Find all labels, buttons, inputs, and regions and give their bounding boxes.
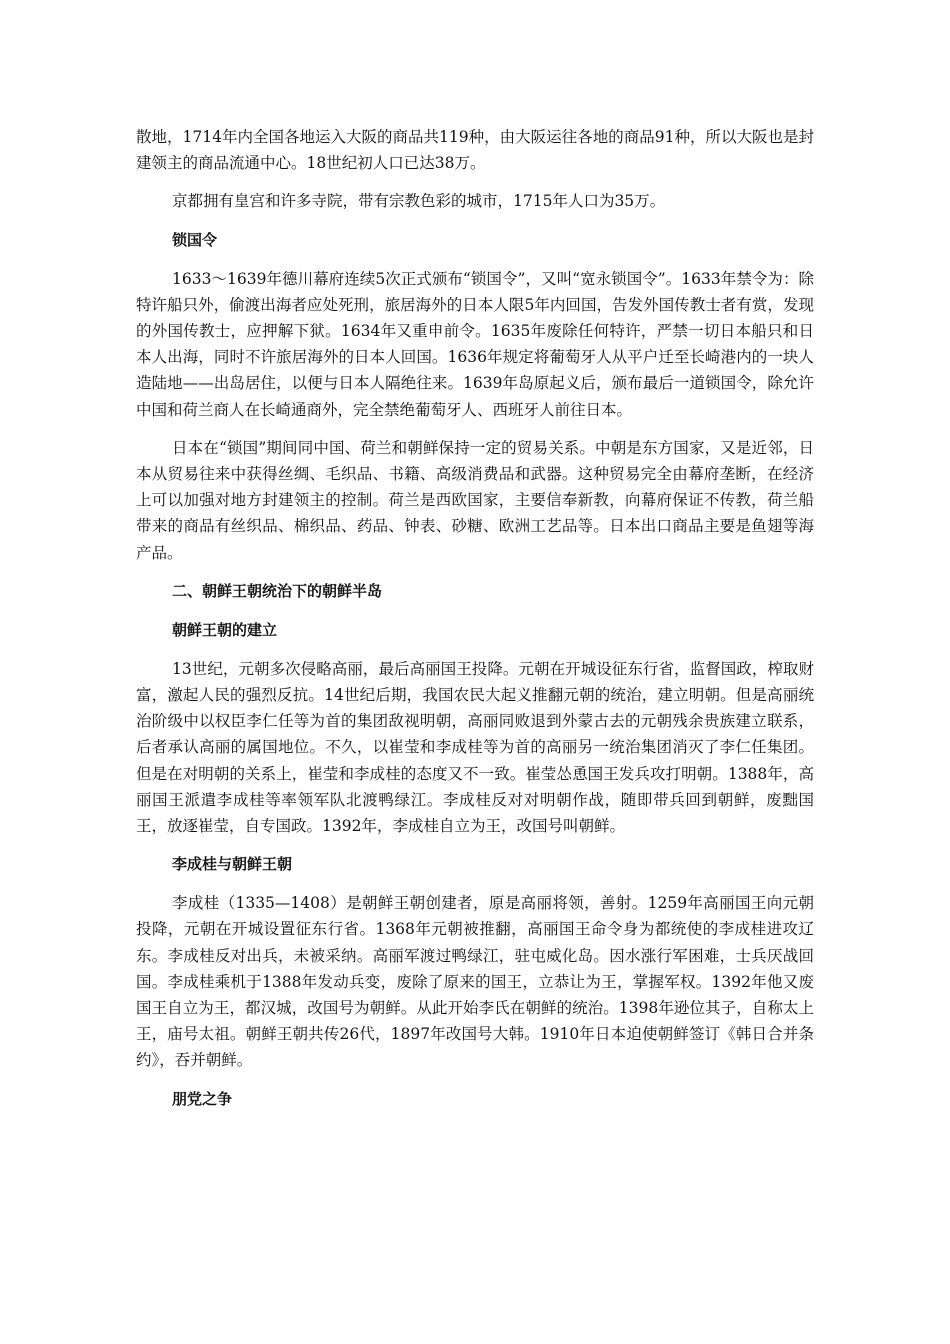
paragraph-sakoku-trade: 日本在“锁国”期间同中国、荷兰和朝鲜保持一定的贸易关系。中朝是东方国家，又是近邻，日本从贸易往来中获得丝绸、毛织品、书籍、高级消费品和武器。这种贸易完全由幕府垄断，在经济上可以加强对地方封建领主的控制。荷兰是西欧国家，主要信奉新教，向幕府保证不传教，荷兰船带来的商品有丝织品、棉织品、药品、钟表、砂糖、欧洲工艺品等。日本出口商品主要是鱼翅等海产品。 <box>136 438 814 562</box>
paragraph-kyoto: 京都拥有皇宫和许多寺院，带有宗教色彩的城市，1715年人口为35万。 <box>172 192 666 211</box>
heading-sakoku-edict: 锁国令 <box>172 230 218 249</box>
section-heading-joseon-peninsula: 二、朝鲜王朝统治下的朝鲜半岛 <box>172 581 383 600</box>
heading-yi-seonggye: 李成桂与朝鲜王朝 <box>172 855 293 874</box>
heading-factional-strife: 朋党之争 <box>172 1089 233 1108</box>
document-body <box>136 124 814 1125</box>
paragraph-sakoku-details: 1633～1639年德川幕府连续5次正式颁布“锁国令”，又叫“宽永锁国令”。1633年禁令为：除特许船只外，偷渡出海者应处死刑，旅居海外的日本人限5年内回国，告发外国传教士者有赏，发现的外国传教士，应押解下狱。1634年又重申前令。1635年废除任何特许，严禁一切日本船只和日本人出海，同时不许旅居海外的日本人回国。1636年规定将葡萄牙人从平户迁至长崎港内的一块人造陆地——出岛居住，以便与日本人隔绝往来。1639年岛原起义后，颁布最后一道锁国令，除允许中国和荷兰商人在长崎通商外，完全禁绝葡萄牙人、西班牙人前往日本。 <box>136 269 814 419</box>
paragraph-yi-seonggye: 李成桂（1335—1408）是朝鲜王朝创建者，原是高丽将领，善射。1259年高丽国王向元朝投降，元朝在开城设置征东行省。1368年元朝被推翻，高丽国王命令身为都统使的李成桂进攻辽东。李成桂反对出兵，未被采纳。高丽军渡过鸭绿江，驻屯威化岛。因水涨行军困难，士兵厌战回国。李成桂乘机于1388年发动兵变，废除了原来的国王，立恭让为王，掌握军权。1392年他又废国王自立为王，都汉城，改国号为朝鲜。从此开始李氏在朝鲜的统治。1398年逊位其子，自称太上王，庙号太祖。朝鲜王朝共传26代，1897年改国号大韩。1910年日本迫使朝鲜签订《韩日合并条约》，吞并朝鲜。 <box>136 894 814 1070</box>
paragraph-osaka-commerce: 散地，1714年内全国各地运入大阪的商品共119种，由大阪运往各地的商品91种，所以大阪也是封建领主的商品流通中心。18世纪初人口已达38万。 <box>136 128 814 173</box>
heading-joseon-founding: 朝鲜王朝的建立 <box>172 620 278 639</box>
paragraph-joseon-founding: 13世纪，元朝多次侵略高丽，最后高丽国王投降。元朝在开城设征东行省，监督国政，榨取财富，激起人民的强烈反抗。14世纪后期，我国农民大起义推翻元朝的统治，建立明朝。但是高丽统治阶级中以权臣李仁任等为首的集团敌视明朝，高丽同败退到外蒙古去的元朝残余贵族建立联系，后者承认高丽的属国地位。不久，以崔莹和李成桂等为首的高丽另一统治集团消灭了李仁任集团。但是在对明朝的关系上，崔莹和李成桂的态度又不一致。崔莹怂恿国王发兵攻打明朝。1388年，高丽国王派遣李成桂等率领军队北渡鸭绿江。李成桂反对对明朝作战，随即带兵回到朝鲜，废黜国王，放逐崔莹，自专国政。1392年，李成桂自立为王，改国号叫朝鲜。 <box>136 659 814 836</box>
